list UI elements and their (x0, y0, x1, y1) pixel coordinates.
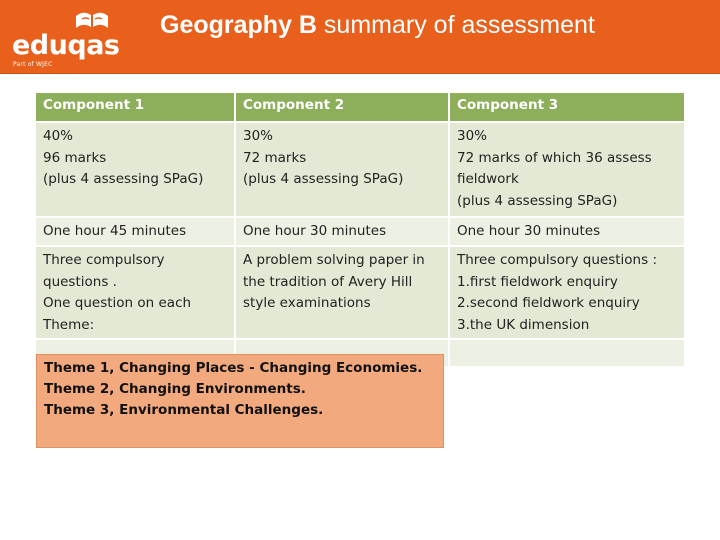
theme-1: Theme 1, Changing Places - Changing Economies. (44, 360, 423, 376)
header-bar (0, 0, 720, 74)
table-cell: Three compulsory questions . One question on each Theme: (36, 247, 236, 340)
table-cell: One hour 30 minutes (450, 218, 684, 247)
header-cell-component-3: Component 3 (450, 93, 684, 123)
title-bold: Geography B (160, 11, 317, 39)
logo-wordmark: eduqas (12, 30, 120, 61)
table-cell: One hour 30 minutes (236, 218, 450, 247)
table-row-marks (36, 123, 684, 218)
eduqas-logo (12, 8, 122, 68)
theme-2: Theme 2, Changing Environments. (44, 381, 306, 397)
themes-callout (36, 354, 444, 448)
table-row-duration (36, 218, 684, 247)
table-cell: A problem solving paper in the tradition of Avery Hill style examinations (236, 247, 450, 340)
theme-3: Theme 3, Environmental Challenges. (44, 402, 324, 418)
table-cell: 30% 72 marks (plus 4 assessing SPaG) (236, 123, 450, 218)
table-cell: 30% 72 marks of which 36 assess fieldwork (plus 4 assessing SPaG) (450, 123, 684, 218)
table-cell: One hour 45 minutes (36, 218, 236, 247)
table-header-row (36, 93, 684, 123)
table-cell: Three compulsory questions : 1.first fieldwork enquiry 2.second fieldwork enquiry 3.the UK dimension (450, 247, 684, 340)
table-cell: 40% 96 marks (plus 4 assessing SPaG) (36, 123, 236, 218)
assessment-table (36, 93, 684, 368)
logo-subtitle: Part of WJEC (13, 61, 53, 68)
table-row-questions (36, 247, 684, 340)
title-rest: summary of assessment (316, 11, 595, 39)
header-cell-component-1: Component 1 (36, 93, 236, 123)
page-title (160, 11, 595, 40)
table-cell (450, 340, 684, 368)
header-cell-component-2: Component 2 (236, 93, 450, 123)
